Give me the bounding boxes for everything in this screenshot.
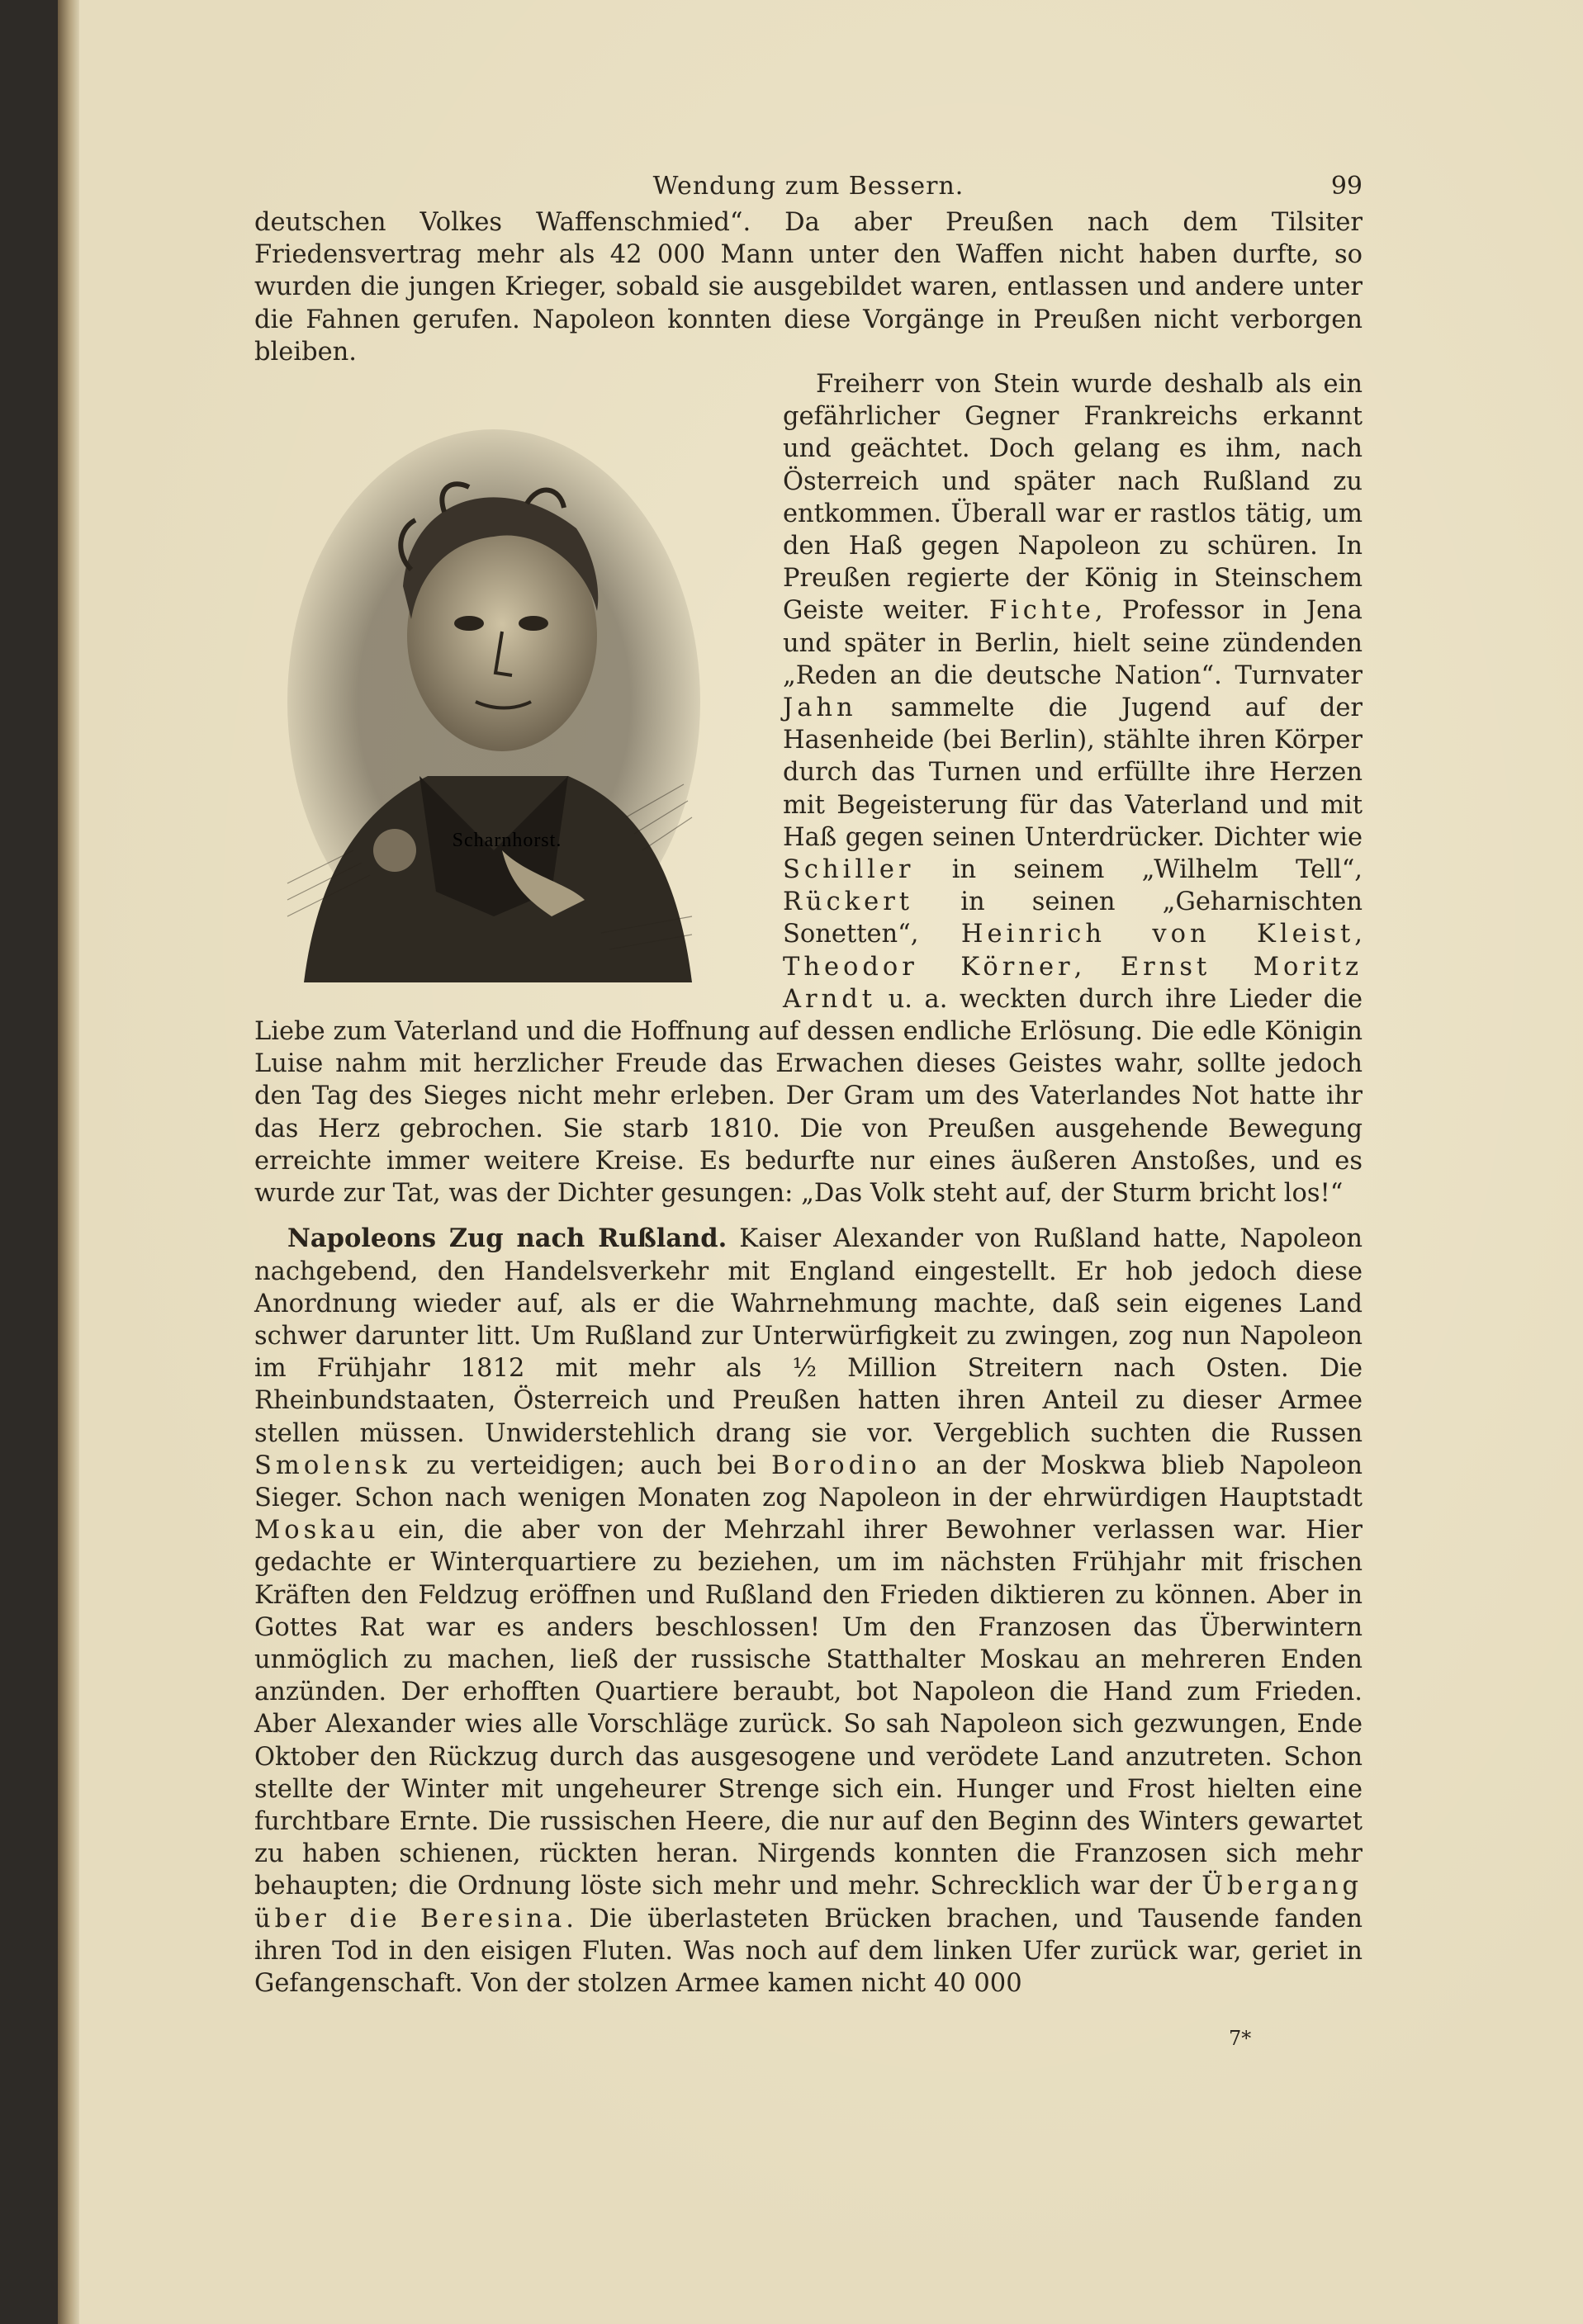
para2-text-4: in seinem „Wilhelm Tell“,	[914, 855, 1363, 885]
para2-text-7: ,	[1074, 952, 1121, 982]
portrait-caption: Scharnhorst.	[452, 830, 562, 851]
name-jahn: Jahn	[783, 693, 857, 723]
name-koerner: Theodor Körner	[783, 952, 1074, 982]
para3-text-4: ein, die aber von der Mehrzahl ihrer Bewohner verlassen war. Hier gedachte er Winterquartiere zu beziehen, um im nächsten Frühjahr mit frischen Kräften den Feldzug eröffnen und Rußland den Frieden diktieren zu können. Aber in Gottes Rat war es anders beschlossen! Um den Franzosen das Überwintern unmöglich zu machen, ließ der russische Statthalter Moskau an mehreren Enden anzünden. Der erhofften Quartiere beraubt, bot Napoleon die Hand zum Frieden. Aber Alexander wies alle Vorschläge zurück. So sah Napoleon sich gezwungen, Ende Oktober den Rückzug durch das ausgesogene und verödete Land anzutreten. Schon stellte der Winter mit ungeheurer Strenge sich ein. Hunger und Frost hielten eine furchtbare Ernte. Die russischen Heere, die nur auf den Beginn des Winters gewartet zu haben schienen, rückten heran. Nirgends konnten die Franzosen sich mehr behaupten; die Ordnung löste sich mehr und mehr. Schrecklich war der	[254, 1516, 1363, 1901]
para3-text-5: . Die überlasteten Brücken brachen, und Tausende fanden ihren Tod in den eisigen Fluten. Was noch auf dem linken Ufer zurück war, geriet in Gefangenschaft. Von der stolzen Armee kamen nicht 40 000	[254, 1904, 1363, 1998]
para2-text-6: ,	[1354, 920, 1363, 949]
paragraph-3	[254, 1223, 1363, 2000]
place-moskau: Moskau	[254, 1516, 380, 1545]
para2-text-5: in seinen „Geharnischten Sonetten“,	[783, 887, 1363, 949]
name-arndt: Ernst Moritz Arndt	[783, 952, 1363, 1014]
name-rueckert: Rückert	[783, 887, 914, 917]
page-header	[254, 157, 1363, 206]
section-heading: Napoleons Zug nach Rußland.	[287, 1224, 728, 1254]
para2-text-1: Freiherr von Stein wurde deshalb als ein gefährlicher Gegner Frankreichs erkannt und geächtet. Doch gelang es ihm, nach Österreich und später nach Rußland zu entkommen. Überall war er rastlos tätig, um den Haß gegen Napoleon zu schüren. In Preußen regierte der König in Steinschem Geiste weiter.	[783, 370, 1363, 626]
signature-mark: 7*	[1229, 2027, 1252, 2050]
page-gutter	[58, 0, 79, 2324]
book-page	[58, 0, 1583, 2324]
para3-text-1: Kaiser Alexander von Rußland hatte, Napoleon nachgebend, den Handelsverkehr mit England eingestellt. Er hob jedoch diese Anordnung wieder auf, als er die Wahrnehmung machte, daß sein eigenes Land schwer darunter litt. Um Rußland zur Unterwürfigkeit zu zwingen, zog nun Napoleon im Frühjahr 1812 mit mehr als ½ Million Streitern nach Osten. Die Rheinbundstaaten, Österreich und Preußen hatten ihren Anteil zu dieser Armee stellen müssen. Unwiderstehlich drang sie vor. Vergeblich suchten die Russen	[254, 1224, 1363, 1448]
para2-text-8: u. a. weckten durch ihre Lieder die Liebe zum Vaterland und die Hoffnung auf dessen endliche Erlösung. Die edle Königin Luise nahm mit herzlicher Freude das Erwachen dieses Geistes wahr, sollte jedoch den Tag des Sieges nicht mehr erleben. Der Gram um des Vaterlandes Not hatte ihr das Herz gebrochen. Sie starb 1810. Die von Preußen ausgehende Bewegung erreichte immer weitere Kreise. Es bedurfte nur eines äußeren Anstoßes, und es wurde zur Tat, was der Dichter gesungen: „Das Volk steht auf, der Sturm bricht los!“	[254, 984, 1363, 1209]
portrait-figure	[254, 368, 760, 1015]
name-kleist: Heinrich von Kleist	[960, 920, 1355, 949]
para2-text-2: , Professor in Jena und später in Berlin, hielt seine zündenden „Reden an die deutsche Nation“. Turnvater	[783, 596, 1363, 690]
name-schiller: Schiller	[783, 855, 915, 885]
paragraph-1: deutschen Volkes Waffenschmied“. Da aber Preußen nach dem Tilsiter Friedensvertrag mehr als 42 000 Mann unter den Waffen nicht haben durfte, so wurden die jungen Krieger, sobald sie ausgebildet waren, entlassen und andere unter die Fahnen gerufen. Napoleon konnten diese Vorgänge in Preußen nicht verborgen bleiben.	[254, 208, 1363, 367]
page-content	[254, 157, 1363, 2000]
name-fichte: Fichte	[988, 596, 1095, 626]
portrait-engraving	[254, 388, 700, 999]
para2-text-3: sammelte die Jugend auf der Hasenheide (bei Berlin), stählte ihren Körper durch das Turnen und erfüllte ihre Herzen mit Begeisterung für das Vaterland und mit Haß gegen seinen Unterdrücker. Dichter wie	[783, 693, 1363, 852]
running-title: Wendung zum Bessern.	[652, 172, 964, 201]
para3-text-3: an der Moskwa blieb Napoleon Sieger. Schon nach wenigen Monaten zog Napoleon in der ehrwürdigen Hauptstadt	[254, 1451, 1363, 1512]
para3-text-2: zu verteidigen; auch bei	[410, 1451, 771, 1480]
place-smolensk: Smolensk	[254, 1451, 411, 1480]
page-number: 99	[1330, 172, 1363, 201]
place-borodino: Borodino	[770, 1451, 921, 1480]
event-beresina: Übergang über die Beresina	[254, 1872, 1363, 1934]
